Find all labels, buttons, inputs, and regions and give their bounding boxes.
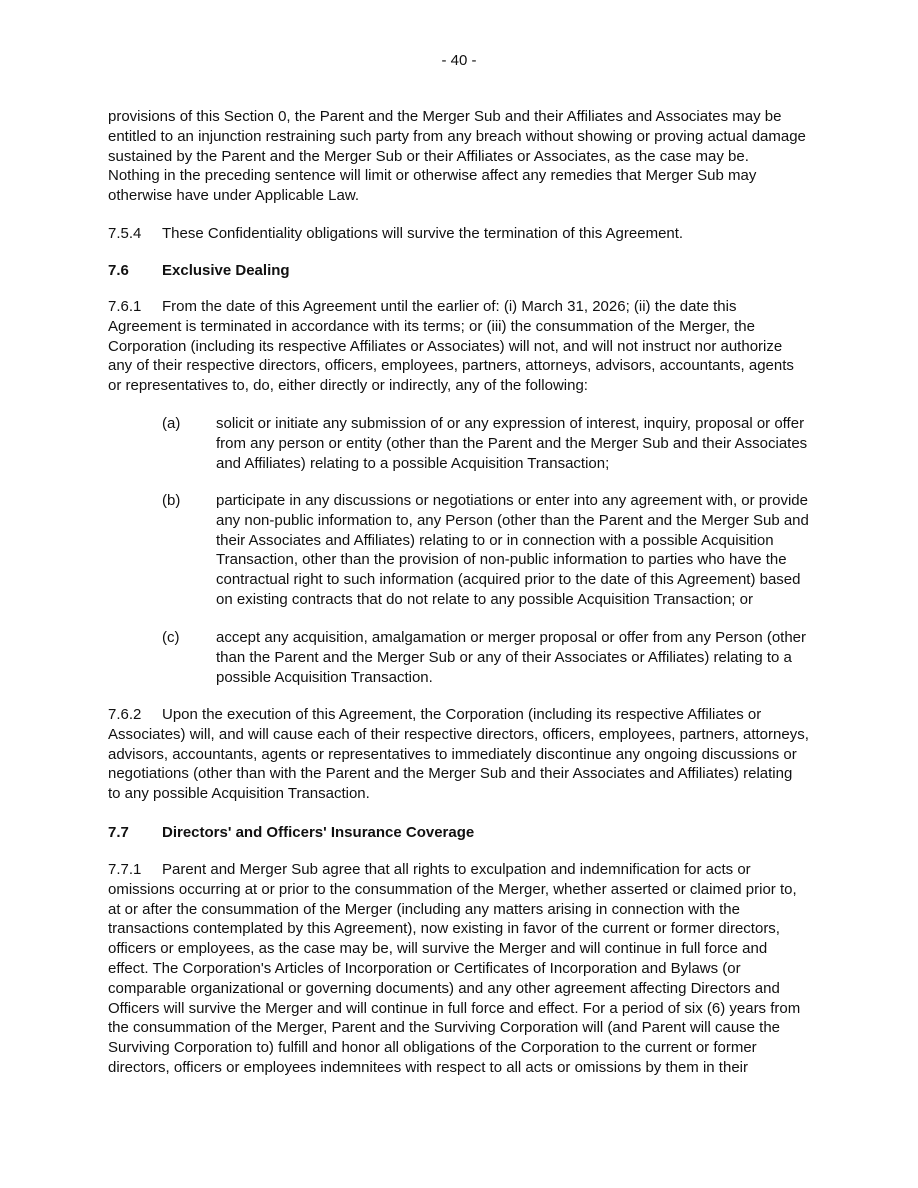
text-line xyxy=(108,127,806,147)
text-line xyxy=(108,317,794,337)
line-text: provisions of this Section 0, the Parent and the Merger Sub and their Affiliates and Associates may be xyxy=(108,108,782,125)
line-text: transactions contemplated by this Agreement), now existing in favor of the current or former directors, xyxy=(108,920,780,938)
clause-number: 7.7.1 xyxy=(108,861,142,878)
paragraph xyxy=(108,107,806,206)
line-text: comparable organizational or governing documents) and any other agreement affecting Directors and xyxy=(108,979,780,997)
line-text: advisors, accountants, agents or representatives to immediately discontinue any ongoing discussions or xyxy=(108,745,797,763)
line-text: Officers will survive the Merger and will continue in full force and effect. For a period of six (6) years from xyxy=(108,999,801,1017)
line-text: Upon the execution of this Agreement, the Corporation (including its respective Affiliates or xyxy=(162,706,762,723)
line-text: Associates) will, and will cause each of their respective directors, officers, employees, partners, attorneys, xyxy=(108,725,809,743)
text-line xyxy=(108,297,794,317)
text-line: from any person or entity (other than the Parent and the Merger Sub and their Associates xyxy=(216,434,808,452)
line-text: at or after the consummation of the Merger (including any matters arising in connection with the xyxy=(108,900,740,918)
list-item-label: (c) xyxy=(162,629,180,646)
text-line xyxy=(108,107,806,127)
line-text: or representatives to, do, either directly or indirectly, any of the following: xyxy=(108,377,588,395)
line-text: From the date of this Agreement until the earlier of: (i) March 31, 2026; (ii) the date this xyxy=(162,298,737,315)
text-line xyxy=(108,999,800,1019)
text-line xyxy=(108,784,809,804)
line-text: otherwise have under Applicable Law. xyxy=(108,187,360,205)
text-line xyxy=(108,880,800,900)
text-line: any non-public information to, any Person (other than the Parent and the Merger Sub and xyxy=(216,511,809,529)
line-text: Corporation (including its respective Affiliates or Associates) will not, and will not instruct nor authorize xyxy=(108,337,783,355)
line-text: Parent and Merger Sub agree that all rights to exculpation and indemnification for acts or xyxy=(162,861,751,878)
text-line xyxy=(108,1038,800,1058)
line-text: the consummation of the Merger, Parent and the Surviving Corporation will (and Parent will cause the xyxy=(108,1019,781,1037)
text-line xyxy=(108,337,794,357)
text-line xyxy=(108,860,800,880)
text-line: their Associates and Affiliates) relating to or in connection with a possible Acquisition xyxy=(216,531,774,549)
line-text: Agreement is terminated in accordance with its terms; or (iii) the consummation of the Merger, the xyxy=(108,317,755,335)
text-line: on existing contracts that do not relate to any possible Acquisition Transaction; or xyxy=(216,590,753,608)
list-item-label: (b) xyxy=(162,492,181,509)
page-number: - 40 - xyxy=(441,52,477,69)
paragraph xyxy=(108,705,809,804)
list-item-text xyxy=(216,414,807,473)
text-line xyxy=(108,356,794,376)
list-item-text xyxy=(216,491,809,610)
line-text: negotiations (other than with the Parent and the Merger Sub and their Associates and Affiliates) relating xyxy=(108,765,793,783)
text-line xyxy=(108,224,683,244)
line-text: These Confidentiality obligations will survive the termination of this Agreement. xyxy=(162,225,684,242)
text-line: than the Parent and the Merger Sub or any of their Associates or Affiliates) relating to a xyxy=(216,648,792,666)
text-line: participate in any discussions or negotiations or enter into any agreement with, or provide xyxy=(216,492,808,509)
text-line xyxy=(108,1018,800,1038)
section-heading xyxy=(108,261,290,281)
line-text: directors, officers or employees indemnitees with respect to all acts or omissions by them in their xyxy=(108,1058,748,1076)
list-item-text xyxy=(216,628,806,687)
text-line xyxy=(108,376,794,396)
text-line xyxy=(108,745,809,765)
text-line: contractual right to such information (acquired prior to the date of this Agreement) based xyxy=(216,571,801,589)
paragraph xyxy=(108,224,683,244)
text-line: Transaction, other than the provision of non-public information to parties who have the xyxy=(216,551,787,569)
line-text: entitled to an injunction restraining such party from any breach without showing or proving actual damage xyxy=(108,127,806,145)
text-line: accept any acquisition, amalgamation or merger proposal or offer from any Person (other xyxy=(216,629,807,646)
paragraph xyxy=(108,297,794,396)
paragraph xyxy=(108,860,800,1078)
line-text: officers or employees, as the case may be, will survive the Merger and will continue in full force and xyxy=(108,940,768,958)
text-line xyxy=(108,1058,800,1078)
text-line xyxy=(108,939,800,959)
section-number: 7.6 xyxy=(108,262,129,279)
text-line xyxy=(108,900,800,920)
line-text: Surviving Corporation to) fulfill and honor all obligations of the Corporation to the current or former xyxy=(108,1039,757,1057)
line-text: any of their respective directors, officers, employees, partners, attorneys, advisors, accountants, agents xyxy=(108,357,794,375)
list-item-label: (a) xyxy=(162,415,181,432)
text-line: possible Acquisition Transaction. xyxy=(216,668,433,686)
line-text: to any possible Acquisition Transaction. xyxy=(108,785,370,803)
text-line xyxy=(108,186,806,206)
text-line xyxy=(108,147,806,167)
text-line xyxy=(108,725,809,745)
section-title: Exclusive Dealing xyxy=(162,262,290,279)
section-number: 7.7 xyxy=(108,824,129,841)
text-line xyxy=(108,919,800,939)
text-line xyxy=(108,705,809,725)
clause-number: 7.6.2 xyxy=(108,706,142,723)
clause-number: 7.6.1 xyxy=(108,298,142,315)
text-line xyxy=(108,166,806,186)
line-text: effect. The Corporation's Articles of Incorporation or Certificates of Incorporation and Bylaws (or xyxy=(108,959,741,977)
text-line xyxy=(108,979,800,999)
section-title: Directors' and Officers' Insurance Coverage xyxy=(162,824,475,841)
line-text: omissions occurring at or prior to the consummation of the Merger, whether asserted or claimed prior to, xyxy=(108,880,797,898)
text-line xyxy=(108,764,809,784)
section-heading xyxy=(108,823,474,843)
text-line: and Affiliates) relating to a possible Acquisition Transaction; xyxy=(216,454,610,472)
line-text: Nothing in the preceding sentence will limit or otherwise affect any remedies that Merger Sub may xyxy=(108,167,757,185)
text-line xyxy=(108,959,800,979)
clause-number: 7.5.4 xyxy=(108,225,142,242)
text-line: solicit or initiate any submission of or any expression of interest, inquiry, proposal or offer xyxy=(216,415,805,432)
line-text: sustained by the Parent and the Merger Sub or their Affiliates or Associates, as the case may be. xyxy=(108,147,749,165)
